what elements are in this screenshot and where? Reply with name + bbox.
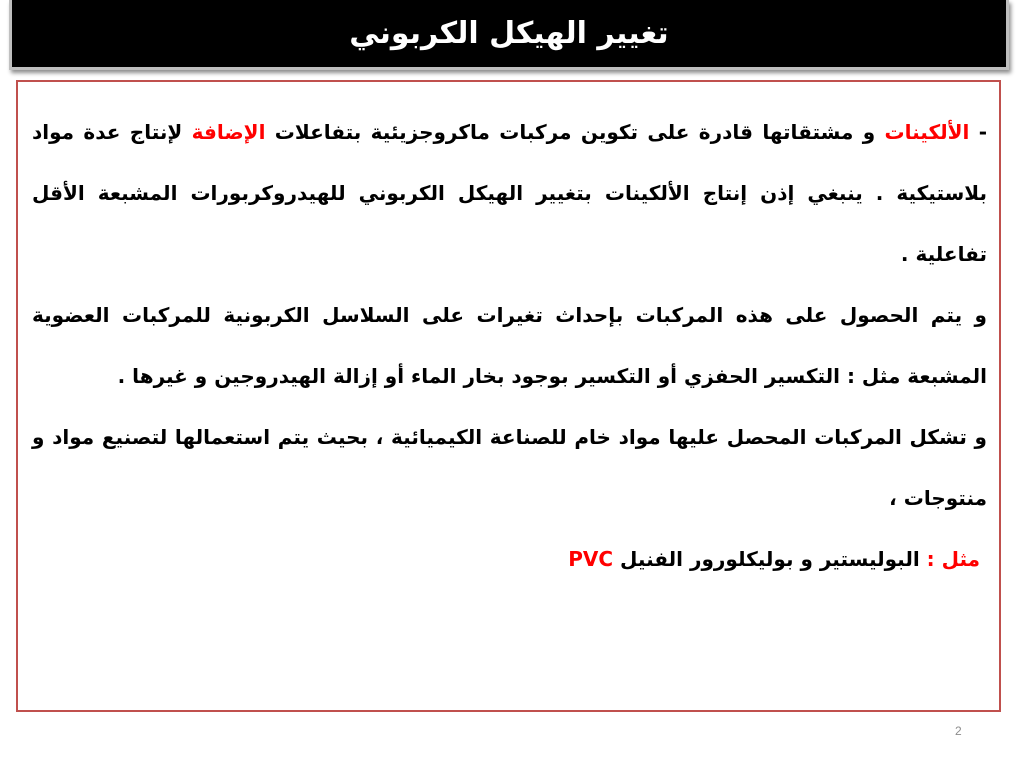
- slide-number: 2: [955, 724, 962, 738]
- term-addition: الإضافة: [191, 120, 266, 144]
- paragraph-alkenes-rest: لإنتاج عدة مواد بلاستيكية . ينبغي إذن إنتاج الألكينات بتغيير الهيكل الكربوني للهيدروكربورات المشبعة الأقل تفاعلية .: [32, 120, 987, 266]
- paragraph-example: [32, 529, 987, 590]
- example-label: مثل :: [926, 547, 981, 571]
- term-pvc: PVC: [568, 547, 614, 571]
- paragraph-alkenes-mid: و مشتقاتها قادرة على تكوين مركبات ماكروجزيئية بتفاعلات: [265, 120, 885, 144]
- slide-title-bar: [9, 0, 1009, 70]
- paragraph-cracking: و يتم الحصول على هذه المركبات بإحداث تغيرات على السلاسل الكربونية للمركبات العضوية المشبعة مثل : التكسير الحفزي أو التكسير بوجود بخار الماء أو إزالة الهيدروجين و غيرها .: [32, 303, 987, 388]
- paragraph-raw-materials: و تشكل المركبات المحصل عليها مواد خام للصناعة الكيميائية ، بحيث يتم استعمالها لتصنيع مواد و منتوجات ،: [32, 425, 987, 510]
- paragraph-alkenes: [32, 102, 987, 285]
- term-alkenes: الألكينات: [884, 120, 970, 144]
- bullet-dash: -: [969, 120, 988, 144]
- example-text: البوليستير و بوليكلورور الفنيل: [613, 547, 927, 571]
- content-box: [16, 80, 1001, 712]
- slide-title: تغيير الهيكل الكربوني: [349, 16, 669, 51]
